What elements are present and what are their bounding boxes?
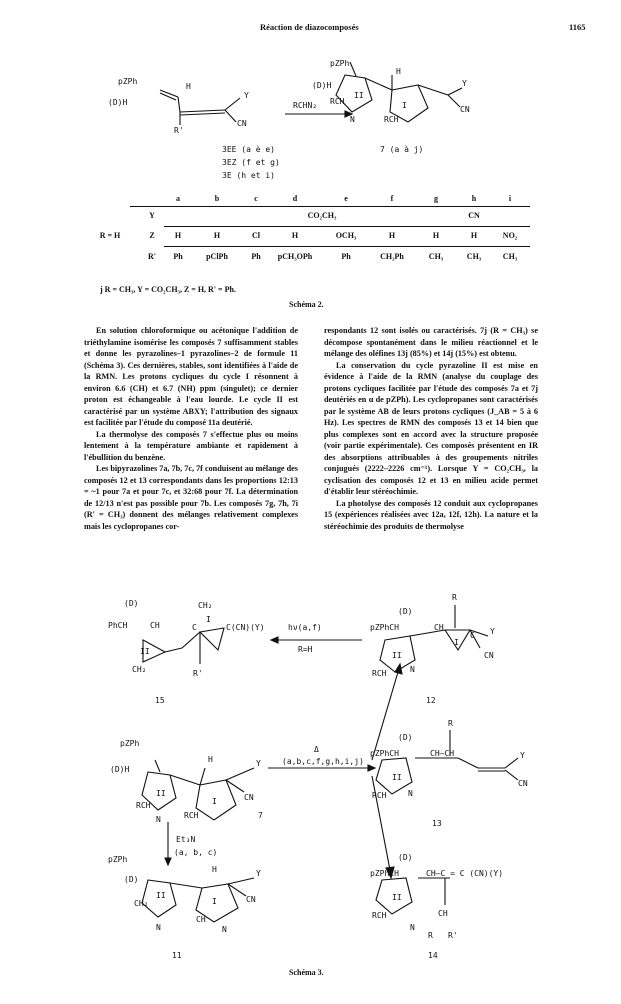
col-letter: a (176, 194, 180, 203)
s2-right-rch-left: RCH (330, 97, 345, 106)
s15-ch2-bottom: CH₂ (132, 665, 147, 674)
table-cell: H (213, 231, 221, 240)
s7-rch-2: RCH (184, 811, 199, 820)
s2-left-substituent: pZPh (118, 77, 138, 86)
s14-rch: RCH (372, 911, 387, 920)
s12-r: R (452, 593, 457, 602)
scheme-2-note: j R = CH₃, Y = CO₂CH₃, Z = H, R' = Ph. (100, 285, 236, 294)
s2-compound-3EE: 3EE (a è e) (222, 145, 275, 154)
table-cell: H (432, 231, 440, 240)
cell-cn: CN (468, 211, 480, 220)
table-cell: Cl (252, 231, 260, 240)
s12-pzph: pZPhCH (370, 623, 399, 632)
table-cell: CH₃ (502, 252, 518, 261)
col-letter: h (471, 194, 477, 203)
s15-c: C (192, 623, 197, 632)
table-cell: pCH₃OPh (277, 252, 313, 261)
s2-left-h: H (186, 82, 191, 91)
table-cell: CH₂Ph (380, 252, 404, 261)
col-letter: i (508, 194, 512, 203)
scheme-2-caption: Schéma 2. (289, 300, 324, 309)
s14-r: R (428, 931, 433, 940)
s11-nh: N (222, 925, 227, 934)
s12-d: (D) (398, 607, 413, 616)
s12-ring-I: I (454, 638, 459, 647)
s12-n: N (410, 665, 415, 674)
s7-ring-I: I (212, 797, 217, 806)
s2-right-pzph: pZPh (330, 59, 350, 68)
paragraph: La thermolyse des composés 7 s'effectue plus ou moins lentement à la température ambiante et rapidement à l'ébullition du benzène. (84, 429, 298, 462)
s14-r1: R' (448, 931, 458, 940)
row-label-y: Y (149, 211, 155, 220)
s7-d: (D)H (110, 765, 130, 774)
s7-h: H (208, 755, 213, 764)
table-cell: H (470, 231, 478, 240)
s15-ch: CH (150, 621, 160, 630)
col-letter: f (390, 194, 394, 203)
table-cell: H (388, 231, 396, 240)
paragraph: respondants 12 sont isolés ou caractérisés. 7j (R = CH₃) se décompose spontanément dans le milieu réactionnel et le mélange des oléfines 13j (85%) et 14j (15%) est obtenu. (324, 326, 538, 358)
thermolysis-delta: Δ (314, 745, 319, 754)
s11-ch2: CH₂ (134, 899, 149, 908)
table-cell: H (291, 231, 299, 240)
col-letter: c (254, 194, 258, 203)
s2-reagent: RCHN₂ (293, 101, 318, 110)
s2-right-h: H (396, 67, 401, 76)
s2-right-ring-I: I (402, 101, 407, 110)
s15-ring-II: II (140, 647, 150, 656)
s2-right-n: N (350, 115, 355, 124)
s11-label: 11 (172, 951, 182, 960)
s7-cn: CN (244, 793, 254, 802)
table-cell: Ph (341, 252, 351, 261)
s11-y: Y (256, 869, 261, 878)
s14-n: N (410, 923, 415, 932)
col-letter: d (292, 194, 298, 203)
s15-ring-I: I (206, 615, 211, 624)
table-cell: Ph (173, 252, 183, 261)
table-cell: NO₂ (502, 231, 518, 240)
s2-right-compound: 7 (a à j) (380, 145, 424, 154)
s12-c: C (470, 631, 475, 640)
thermolysis-compounds: (a,b,c,f,g,h,i,j) (282, 757, 364, 766)
s13-rch: RCH (372, 791, 387, 800)
row-label-r-eq-h: R = H (99, 231, 121, 240)
table-cell: Ph (251, 252, 261, 261)
s2-right-rch-right: RCH (384, 115, 399, 124)
s11-pzph: pZPh (108, 855, 128, 864)
s11-cn: CN (246, 895, 256, 904)
s15-r1: R' (193, 669, 203, 678)
s14-chain: CH–C = C (CN)(Y) (426, 869, 504, 878)
s13-d: (D) (398, 733, 413, 742)
s12-ch: CH (434, 623, 444, 632)
s2-left-d: (D)H (108, 98, 128, 107)
s13-cn: CN (518, 779, 528, 788)
base-reagent: Et₃N (176, 835, 196, 844)
s7-y: Y (256, 759, 261, 768)
s12-label: 12 (426, 696, 436, 705)
s2-right-cn: CN (460, 105, 470, 114)
photolysis-r-eq-h: R=H (298, 645, 313, 654)
col-letter: e (344, 194, 348, 203)
col-letter: b (214, 194, 220, 203)
s7-label: 7 (258, 811, 263, 820)
s13-n: N (408, 789, 413, 798)
s11-n: N (156, 923, 161, 932)
s11-d: (D) (124, 875, 139, 884)
s14-pzph: pZPhCH (370, 869, 399, 878)
s11-ring-I: I (212, 897, 217, 906)
s7-pzph: pZPh (120, 739, 140, 748)
photolysis-conditions: hν(a,f) (288, 623, 322, 632)
table-cell: OCH₃ (335, 231, 357, 240)
s12-y: Y (490, 627, 495, 636)
col-letter: g (434, 194, 438, 203)
running-head: Réaction de diazocomposés (260, 22, 359, 32)
cell-co2ch3: CO₂CH₃ (307, 211, 337, 220)
s2-right-d: (D)H (312, 81, 332, 90)
paragraph: La conservation du cycle pyrazoline II est mise en évidence à l'aide de la RMN (analyse du couplage des protons cycliques facilitée par l'étude des composés 7a et 7j deutériés en α de pZPh). Les cyclopropanes sont caractérisés par le système AB de leurs protons cycliques (J_AB = 5 à 6 Hz). Les spectres de RMN des composés 13 et 14 bien que plus complexes sont en accord avec la structure proposée (voir partie expérimentale). Ces composés présentent en IR des absorptions attribuables à des groupements nitriles conjugués (2222–2226 cm⁻¹). Lorsque Y = CO₂CH₃, la cyclisation des composés 12 et 13 en milieu acide permet d'établir leur stéréochimie. (324, 360, 538, 496)
table-cell: pClPh (206, 252, 228, 261)
s15-ph: PhCH (108, 621, 128, 630)
row-label-r1: R' (148, 252, 156, 261)
base-compounds: (a, b, c) (174, 848, 218, 857)
s7-rch-1: RCH (136, 801, 151, 810)
s14-ring-II: II (392, 893, 402, 902)
s2-compound-3EZ: 3EZ (f et g) (222, 158, 280, 167)
scheme-3-caption: Schéma 3. (289, 968, 324, 977)
s13-pzph: pZPhCH (370, 749, 399, 758)
s2-left-y: Y (244, 91, 249, 100)
s2-left-cn: CN (237, 119, 247, 128)
page-number: 1165 (569, 22, 586, 32)
paragraph: Les bipyrazolines 7a, 7b, 7c, 7f conduisent au mélange des composés 12 et 13 correspondants dans les proportions 12:13 = ~1 pour 7a et pour 7c, et 32:68 pour 7f. La détermination de 12/13 n'est pas possible pour 7b. Les composés 7g, 7h, 7i (R' = CH₃) donnent des mélanges relativement complexes mais les cyclopropanes cor- (84, 464, 298, 531)
s7-n: N (156, 815, 161, 824)
paragraph: En solution chloroformique ou acétonique l'addition de triéthylamine isomérise les composés 7 suffisamment stables et donne les pyrazolines–1 pyrazolines–2 de formule 11 (Schéma 3). Ces dernières, stables, sont identifiées à l'aide de la RMN. Les protons cycliques du cycle I résonnent à environ 6.6 (CH) et 6.7 (NH) ppm (singulet); ce dernier proton est échangeable à l'eau lourde. Le cycle II est caractérisé par un système ABXY; l'attribution des signaux est facilitée par l'étude du composé 11a deutérié. (84, 326, 298, 427)
table-cell: CH₃ (428, 252, 444, 261)
table-cell: CH₃ (466, 252, 482, 261)
s7-ring-II: II (156, 789, 166, 798)
s15-cn-y: C(CN)(Y) (226, 623, 265, 632)
s2-right-ring-II: II (354, 91, 364, 100)
s15-ch2-top: CH₂ (198, 601, 213, 610)
s13-ring-II: II (392, 773, 402, 782)
s13-ch-ch: CH–CH (430, 749, 455, 758)
s15-d: (D) (124, 599, 139, 608)
s14-ch: CH (438, 909, 448, 918)
s15-label: 15 (155, 696, 165, 705)
s13-r: R (448, 719, 453, 728)
s2-left-r1: R' (174, 126, 184, 135)
s13-y: Y (520, 751, 525, 760)
paragraph: La photolyse des composés 12 conduit aux cyclopropanes 15 (expériences réalisées avec 12a, 12f, 12h). La nature et la stéréochimie des produits de thermolyse (324, 498, 538, 531)
s14-d: (D) (398, 853, 413, 862)
s2-right-y: Y (462, 79, 467, 88)
s13-label: 13 (432, 819, 442, 828)
s11-ring-II: II (156, 891, 166, 900)
s12-rch: RCH (372, 669, 387, 678)
s11-ch: CH (196, 915, 206, 924)
s12-ring-II: II (392, 651, 402, 660)
s11-h: H (212, 865, 217, 874)
row-label-z: Z (149, 231, 155, 240)
s2-compound-3E: 3E (h et i) (222, 171, 275, 180)
s14-label: 14 (428, 951, 438, 960)
table-cell: H (174, 231, 182, 240)
s12-cn: CN (484, 651, 494, 660)
